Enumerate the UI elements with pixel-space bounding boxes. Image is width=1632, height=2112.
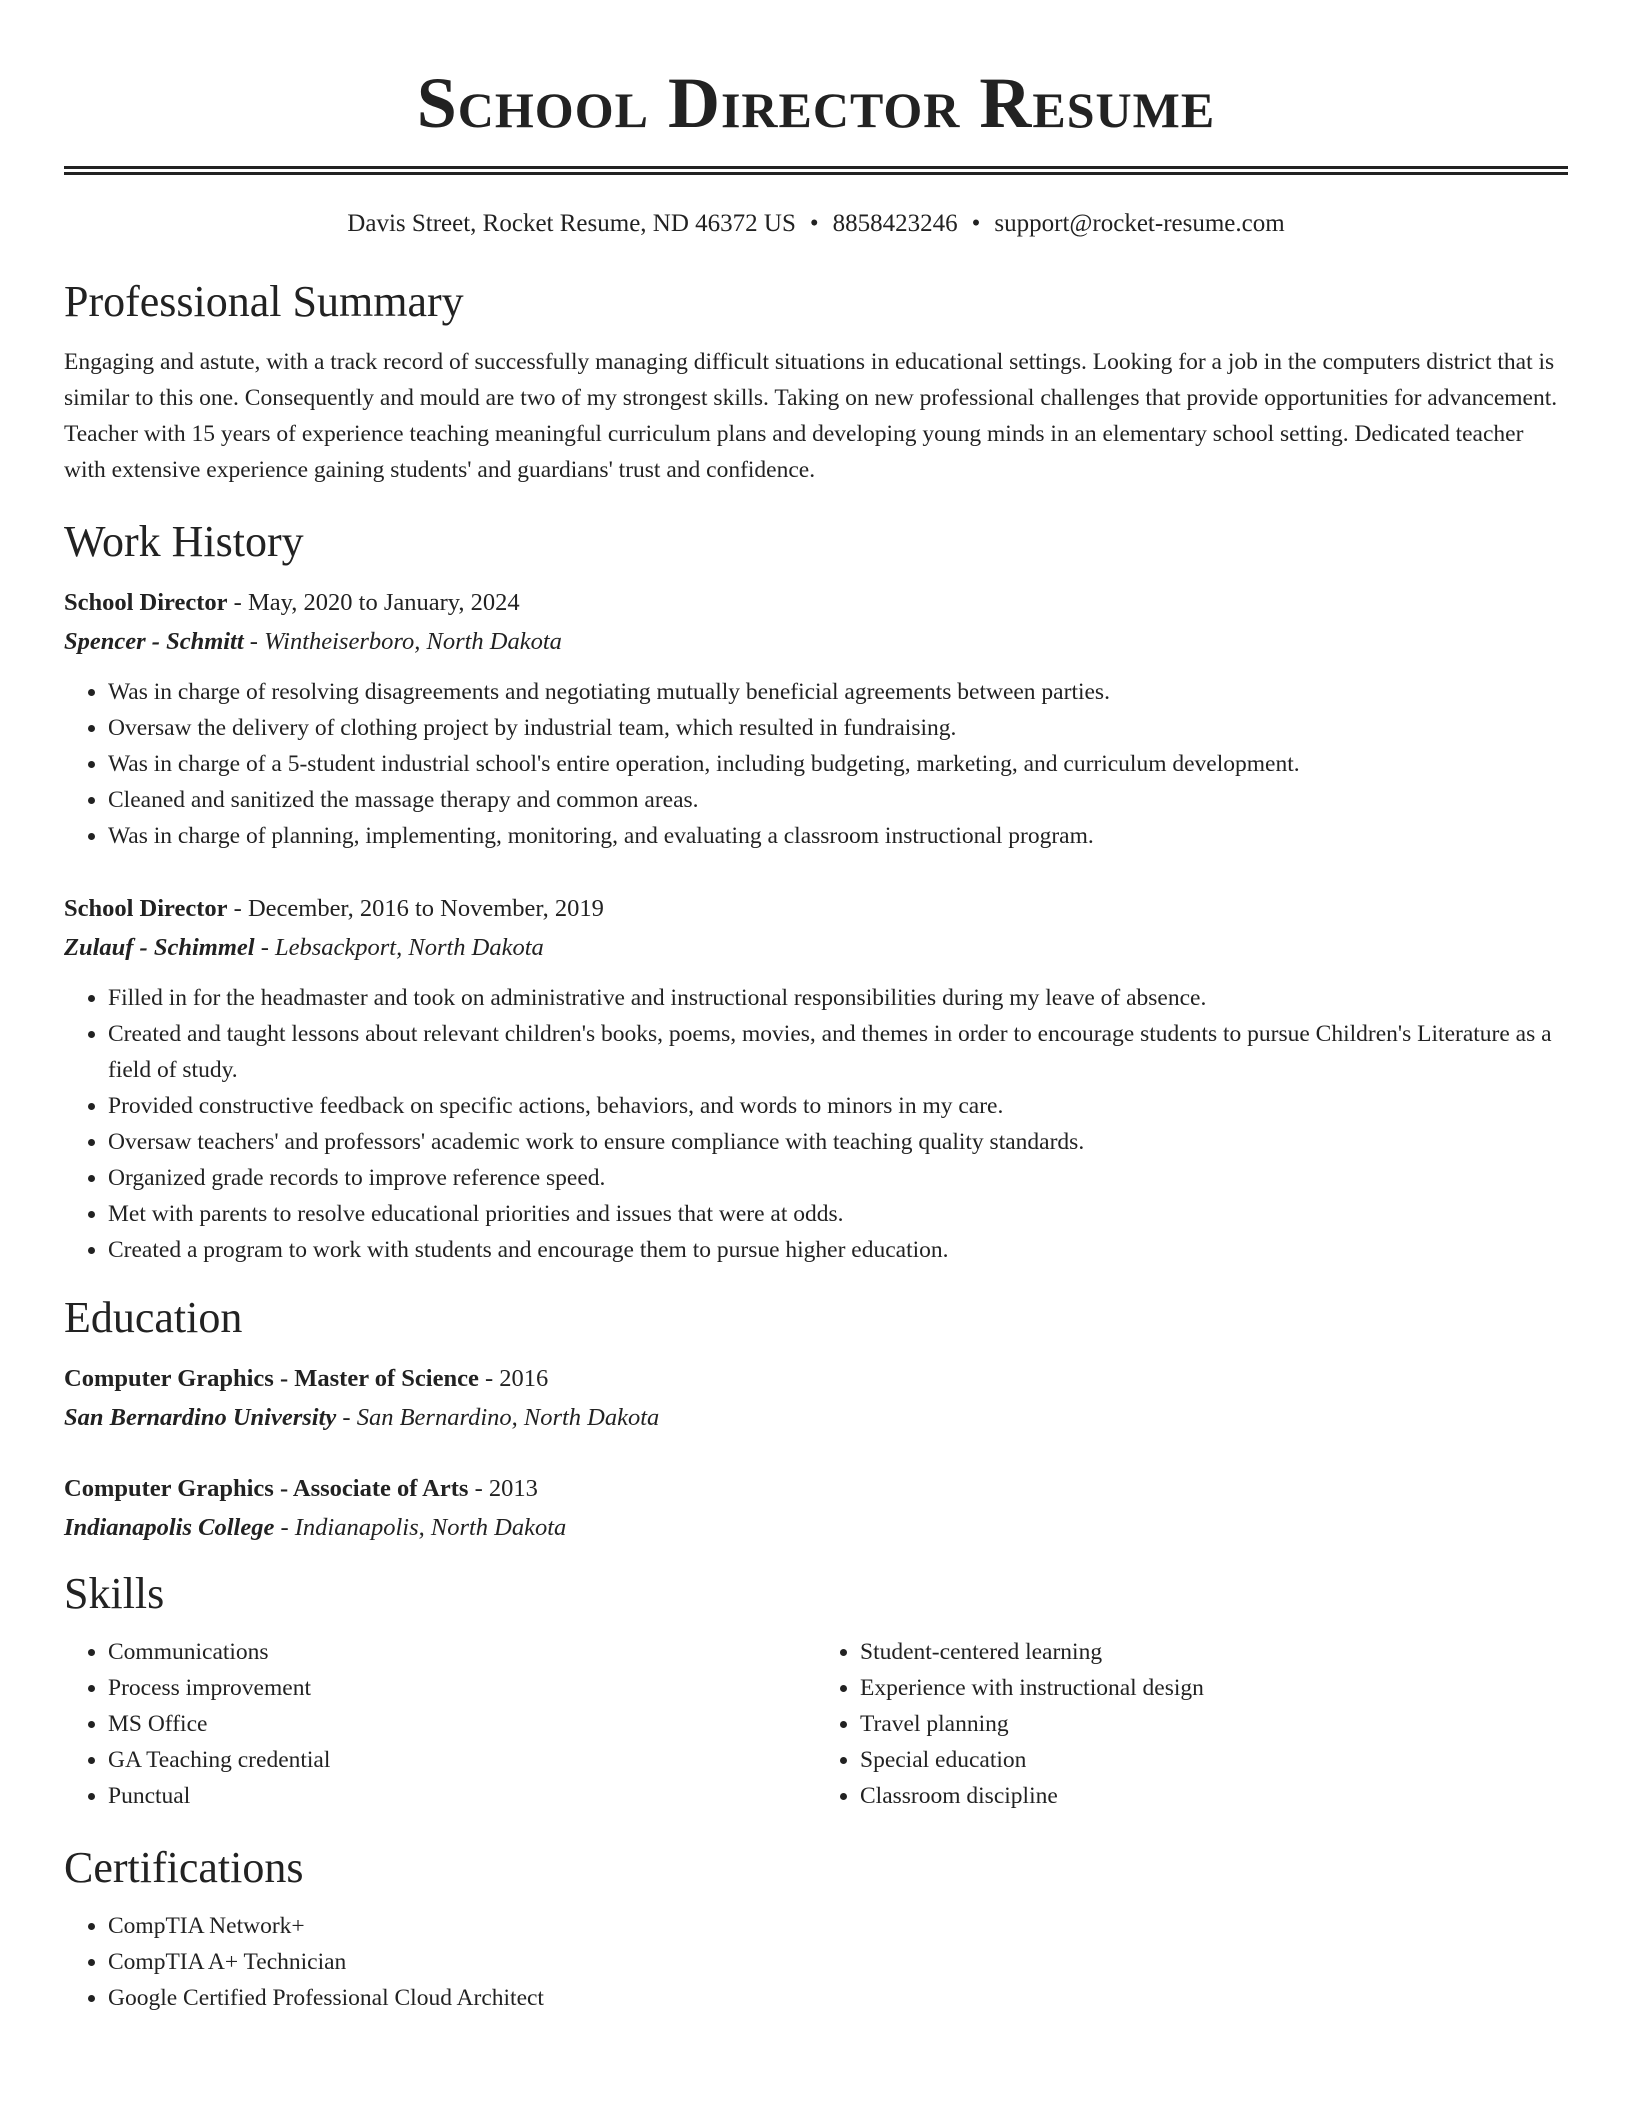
education-degree-line: [64, 1360, 1568, 1398]
list-item: • Student-centered learning: [860, 1634, 1568, 1670]
resume-title: School Director Resume: [416, 63, 1216, 143]
skills-heading: Skills: [64, 1569, 165, 1618]
contact-email: support@rocket-resume.com: [994, 210, 1285, 237]
list-item: • Communications: [108, 1634, 816, 1670]
job-bullets: [64, 980, 1568, 1268]
education-entry: [64, 1360, 1568, 1438]
job-title-line: [64, 890, 1568, 928]
job-bullets: [64, 674, 1568, 854]
list-item: • Organized grade records to improve reference speed.: [108, 1160, 1568, 1196]
job-title-line: [64, 584, 1568, 622]
job-company: Spencer - Schmitt: [64, 628, 244, 655]
job-entry: [64, 890, 1568, 1268]
certifications-heading: Certifications: [64, 1843, 304, 1892]
education-year: - 2013: [474, 1475, 538, 1502]
certifications-list: [64, 1908, 1568, 2016]
contact-separator: •: [809, 210, 819, 237]
list-item: • GA Teaching credential: [108, 1742, 816, 1778]
job-location: - Lebsackport, North Dakota: [260, 934, 544, 961]
skills-grid: [64, 1634, 1568, 1814]
education-entry: [64, 1470, 1568, 1548]
education-degree: Computer Graphics - Master of Science: [64, 1365, 479, 1392]
education-year: - 2016: [484, 1365, 549, 1392]
list-item: • Filled in for the headmaster and took on administrative and instructional responsibilities during my leave of absence.: [108, 980, 1568, 1016]
job-dates: - December, 2016 to November, 2019: [233, 895, 604, 922]
list-item: • Oversaw the delivery of clothing project by industrial team, which resulted in fundraising.: [108, 710, 1568, 746]
skills-column-left: [64, 1634, 816, 1814]
summary-text: Engaging and astute, with a track record of successfully managing difficult situations in educational settings. Looking for a job in the computers district that is similar to this one. Consequently and mould are two of my strongest skills. Taking on new professional challenges that provide opportunities for advancement. Teacher with 15 years of experience teaching meaningful curriculum plans and developing young minds in an elementary school setting. Dedicated teacher with extensive experience gaining students' and guardians' trust and confidence.: [64, 349, 1558, 483]
list-item: • MS Office: [108, 1706, 816, 1742]
job-title: School Director: [64, 895, 228, 922]
title-divider: [64, 166, 1568, 175]
list-item: • Provided constructive feedback on specific actions, behaviors, and words to minors in my care.: [108, 1088, 1568, 1124]
education-degree: Computer Graphics - Associate of Arts: [64, 1475, 469, 1502]
list-item: • Process improvement: [108, 1670, 816, 1706]
list-item: • Special education: [860, 1742, 1568, 1778]
list-item: • Created and taught lessons about relevant children's books, poems, movies, and themes in order to encourage students to pursue Children's Literature as a field of study.: [108, 1016, 1568, 1088]
job-location: - Wintheiserboro, North Dakota: [249, 628, 562, 655]
list-item: • Was in charge of resolving disagreements and negotiating mutually beneficial agreements between parties.: [108, 674, 1568, 710]
list-item: • Travel planning: [860, 1706, 1568, 1742]
contact-line: [64, 208, 1568, 240]
list-item: • Experience with instructional design: [860, 1670, 1568, 1706]
education-school-line: [64, 1398, 1568, 1438]
education-degree-line: [64, 1470, 1568, 1508]
list-item: • Cleaned and sanitized the massage therapy and common areas.: [108, 782, 1568, 818]
education-location: - Indianapolis, North Dakota: [280, 1514, 567, 1541]
education-location: - San Bernardino, North Dakota: [342, 1404, 660, 1431]
work-history-heading: Work History: [64, 517, 304, 566]
education-school: Indianapolis College: [64, 1514, 275, 1541]
list-item: • CompTIA Network+: [108, 1908, 1568, 1944]
list-item: • CompTIA A+ Technician: [108, 1944, 1568, 1980]
contact-address: Davis Street, Rocket Resume, ND 46372 US: [347, 210, 796, 237]
job-company-line: [64, 928, 1568, 968]
list-item: • Classroom discipline: [860, 1778, 1568, 1814]
job-company: Zulauf - Schimmel: [64, 934, 255, 961]
list-item: • Punctual: [108, 1778, 816, 1814]
list-item: • Created a program to work with students and encourage them to pursue higher education.: [108, 1232, 1568, 1268]
job-entry: [64, 584, 1568, 854]
education-school-line: [64, 1508, 1568, 1548]
education-heading: Education: [64, 1293, 243, 1342]
skills-column-right: [816, 1634, 1568, 1814]
contact-separator: •: [971, 210, 981, 237]
contact-phone: 8858423246: [832, 210, 958, 237]
list-item: • Oversaw teachers' and professors' academic work to ensure compliance with teaching quality standards.: [108, 1124, 1568, 1160]
job-dates: - May, 2020 to January, 2024: [233, 589, 520, 616]
list-item: • Google Certified Professional Cloud Architect: [108, 1980, 1568, 2016]
list-item: • Was in charge of planning, implementing, monitoring, and evaluating a classroom instructional program.: [108, 818, 1568, 854]
education-school: San Bernardino University: [64, 1404, 337, 1431]
list-item: • Was in charge of a 5-student industrial school's entire operation, including budgeting, marketing, and curriculum development.: [108, 746, 1568, 782]
summary-heading: Professional Summary: [64, 277, 464, 326]
list-item: • Met with parents to resolve educational priorities and issues that were at odds.: [108, 1196, 1568, 1232]
job-company-line: [64, 622, 1568, 662]
job-title: School Director: [64, 589, 228, 616]
